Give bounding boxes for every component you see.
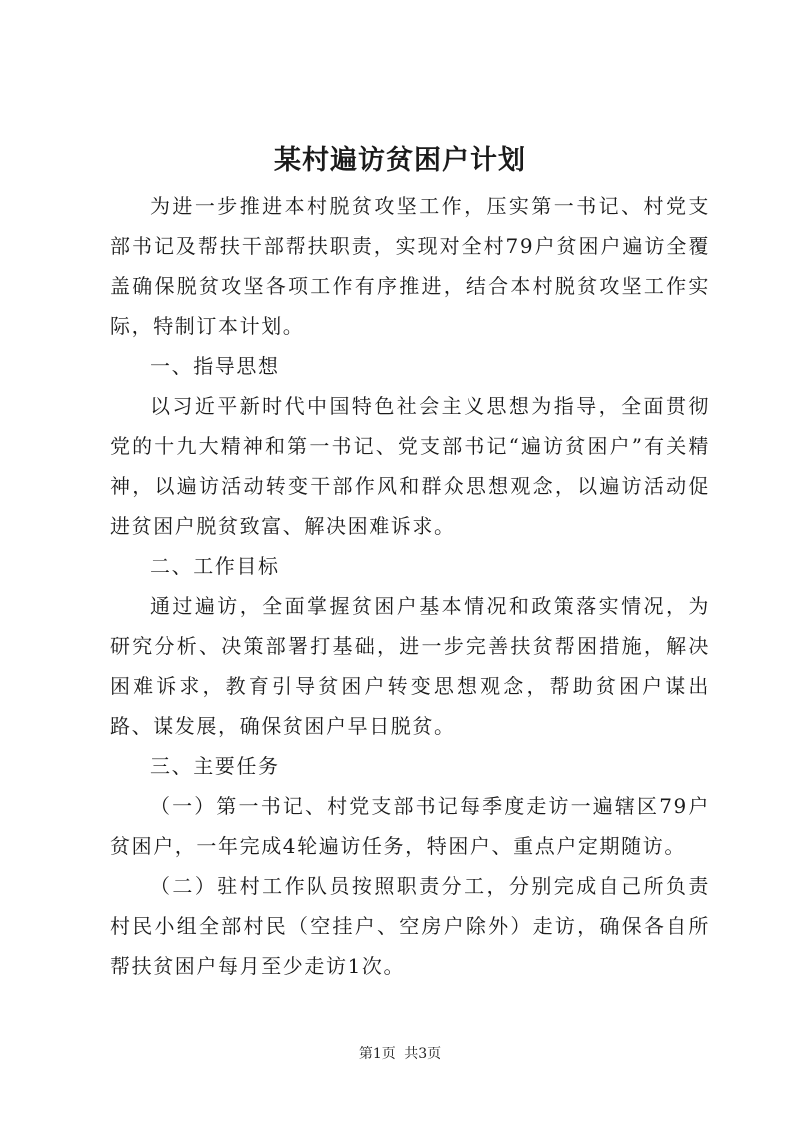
work-goals-paragraph: 通过遍访，全面掌握贫困户基本情况和政策落实情况，为研究分析、决策部署打基础，进一步完善扶贫帮困措施，解决困难诉求，教育引导贫困户转变思想观念，帮助贫困户谋出路、谋发展，确保贫困户早日脱贫。 bbox=[110, 594, 710, 738]
page-total: 共3页 bbox=[404, 1046, 442, 1062]
section-heading-guiding-ideology: 一、指导思想 bbox=[150, 354, 280, 378]
document-body bbox=[110, 186, 710, 986]
section-heading-work-goals: 二、工作目标 bbox=[150, 554, 280, 578]
section-heading-main-tasks: 三、主要任务 bbox=[150, 754, 280, 778]
document-title: 某村遍访贫困户计划 bbox=[274, 145, 526, 176]
task-item-2: （二）驻村工作队员按照职责分工，分别完成自己所负责村民小组全部村民（空挂户、空房户除外）走访，确保各自所帮扶贫困户每月至少走访1次。 bbox=[110, 874, 710, 978]
page-number: 第1页 bbox=[358, 1046, 396, 1062]
page-footer bbox=[0, 1044, 800, 1064]
guiding-ideology-paragraph: 以习近平新时代中国特色社会主义思想为指导，全面贯彻党的十九大精神和第一书记、党支部书记“遍访贫困户”有关精神，以遍访活动转变干部作风和群众思想观念，以遍访活动促进贫困户脱贫致富、解决困难诉求。 bbox=[110, 394, 710, 538]
intro-paragraph: 为进一步推进本村脱贫攻坚工作，压实第一书记、村党支部书记及帮扶干部帮扶职责，实现对全村79户贫困户遍访全覆盖确保脱贫攻坚各项工作有序推进，结合本村脱贫攻坚工作实际，特制订本计划。 bbox=[110, 194, 710, 338]
task-item-1: （一）第一书记、村党支部书记每季度走访一遍辖区79户贫困户，一年完成4轮遍访任务，特困户、重点户定期随访。 bbox=[110, 794, 710, 858]
